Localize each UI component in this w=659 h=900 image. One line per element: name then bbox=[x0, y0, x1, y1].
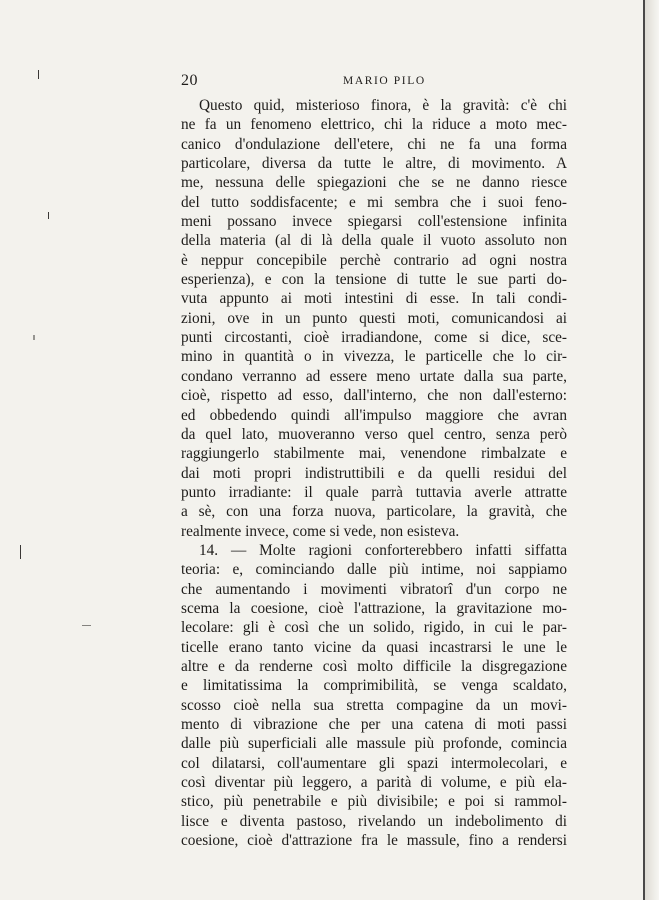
text-line: mento di vibrazione che per una catena di moti passi bbox=[181, 716, 567, 733]
text-line: mino in quantità o in vivezza, le particelle che lo cir- bbox=[181, 348, 567, 366]
text-line: a sè, con una forza nuova, particolare, la gravità, che bbox=[181, 503, 567, 521]
text-line: esperienza), e con la tensione di tutte le sue parti do- bbox=[181, 271, 567, 289]
text-line: zioni, ove in un punto questi moti, comunicandosi ai bbox=[181, 309, 567, 327]
text-line: ne fa un fenomeno elettrico, chi la riduce a moto mec- bbox=[181, 116, 567, 134]
text-line: lisce e diventa pastoso, rivelando un indebolimento di bbox=[181, 812, 567, 830]
text-line: stico, più penetrabile e più divisibile; e poi si rammol- bbox=[181, 793, 567, 811]
text-line: punto irradiante: il quale parrà tuttavia averle attratte bbox=[181, 483, 567, 501]
page-number: 20 bbox=[181, 72, 198, 89]
scan-speck bbox=[33, 335, 35, 340]
scan-speck bbox=[82, 625, 91, 626]
text-line: 14. — Molte ragioni conforterebbero infatti siffatta bbox=[199, 541, 567, 559]
text-line: dalle più superficiali alle massule più profonde, comincia bbox=[181, 735, 567, 753]
scan-speck bbox=[48, 212, 49, 219]
text-line: Questo quid, misterioso finora, è la gravità: c'è chi bbox=[199, 97, 567, 114]
text-line: cioè, rispetto ad esso, dall'interno, che non dall'esterno: bbox=[181, 387, 567, 405]
text-line: così diventar più leggero, a parità di volume, e più ela- bbox=[181, 774, 567, 792]
text-line: ed obbedendo quindi all'impulso maggiore che avran bbox=[181, 406, 567, 424]
text-line: me, nessuna delle spiegazioni che se ne danno riesce bbox=[181, 174, 567, 192]
text-line: della materia (al di là della quale il vuoto assoluto non bbox=[181, 232, 567, 250]
text-line: da quel lato, muoveranno verso quel centro, senza però bbox=[181, 425, 567, 443]
text-line: scosso cioè nella sua stretta compagine da un movi- bbox=[181, 696, 567, 714]
text-line: coesione, cioè d'attrazione fra le massule, fino a rendersi bbox=[181, 832, 567, 850]
text-line: col dilatarsi, coll'aumentare gli spazi intermolecolari, e bbox=[181, 754, 567, 772]
page-gutter-shadow bbox=[645, 0, 659, 900]
text-line: realmente invece, come si vede, non esisteva. bbox=[181, 522, 460, 540]
text-line: vuta appunto ai moti intestini di esse. In tali condi- bbox=[181, 290, 567, 308]
text-line: scema la coesione, cioè l'attrazione, la gravitazione mo- bbox=[181, 599, 567, 617]
text-line: condano verranno ad essere meno urtate dalla sua parte, bbox=[181, 367, 567, 385]
body-text bbox=[181, 96, 567, 850]
scan-speck bbox=[20, 545, 21, 559]
text-line: meni possano invece spiegarsi coll'estensione infinita bbox=[181, 213, 567, 231]
text-line: dai moti propri indistruttibili e da quelli residui del bbox=[181, 464, 567, 482]
running-head: MARIO PILO bbox=[343, 75, 426, 87]
text-line: è neppur concepibile perchè contrario ad ogni nostra bbox=[181, 251, 567, 269]
page-header bbox=[181, 72, 567, 94]
text-line: teoria: e, cominciando dalle più intime, noi sappiamo bbox=[181, 561, 567, 579]
scan-speck bbox=[38, 70, 39, 79]
text-line: raggiungerlo stabilmente mai, venendone rimbalzate e bbox=[181, 445, 567, 463]
text-line: ticelle erano tanto vicine da quasi incastrarsi le une le bbox=[181, 638, 567, 656]
text-line: canico d'ondulazione dell'etere, chi ne fa una forma bbox=[181, 135, 567, 153]
text-line: del tutto soddisfacente; e mi sembra che i suoi feno- bbox=[181, 193, 567, 211]
text-line: particolare, diversa da tutte le altre, di movimento. A bbox=[181, 155, 567, 173]
text-line: altre e da renderne così molto difficile la disgregazione bbox=[181, 657, 567, 675]
text-line: lecolare: gli è così che un solido, rigido, in cui le par- bbox=[181, 619, 567, 637]
text-line: punti circostanti, cioè irradiandone, come si dice, sce- bbox=[181, 329, 567, 347]
text-line: e limitatissima la comprimibilità, se venga scaldato, bbox=[181, 677, 567, 695]
page-edge-line bbox=[643, 0, 645, 900]
text-line: che aumentando i movimenti vibratorî d'un corpo ne bbox=[181, 580, 567, 598]
